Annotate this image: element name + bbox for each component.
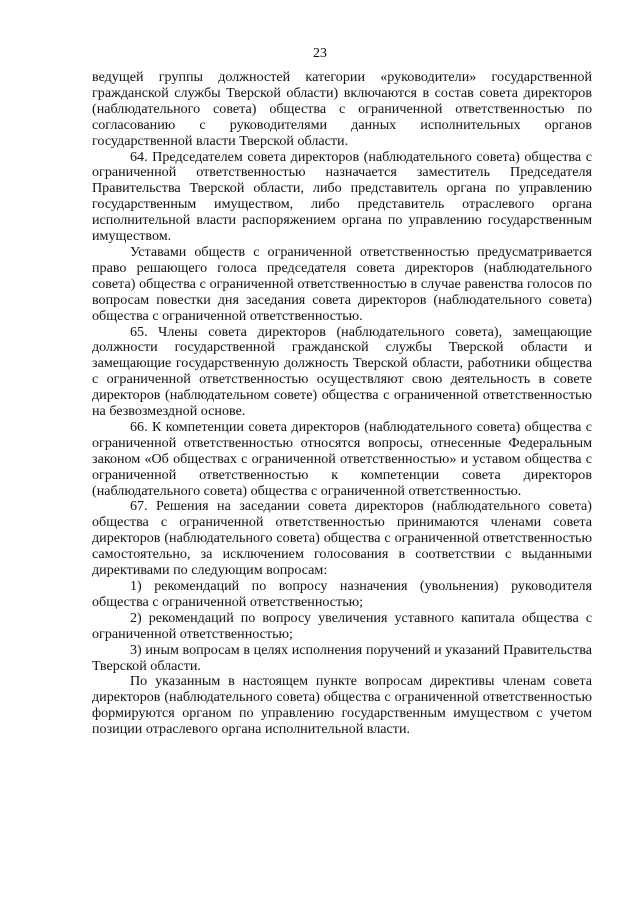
paragraph-64: 64. Председателем совета директоров (наблюдательного совета) общества с ограниченной ответственностью назначается заместитель Председателя Правительства Тверской области, либо представитель органа по управлению государственным имуществом, либо представитель отраслевого органа исполнительной власти распоряжением органа по управлению государственным имуществом. xyxy=(92,148,592,245)
list-item-1: 1) рекомендаций по вопросу назначения (увольнения) руководителя общества с ограниченной ответственностью; xyxy=(92,578,592,610)
paragraph-continuation: ведущей группы должностей категории «руководители» государственной гражданской службы Тверской области) включаются в состав совета директоров (наблюдательного совета) общества с ограниченной ответственностью по согласованию с руководителями данных исполнительных органов государственной власти Тверской области. xyxy=(92,69,592,149)
paragraph-67-directives: По указанным в настоящем пункте вопросам директивы членам совета директоров (наблюдательного совета) общества с ограниченной ответственностью формируются органом по управлению государственным имуществом с учетом позиции отраслевого органа исполнительной власти. xyxy=(92,673,592,738)
list-item-3: 3) иным вопросам в целях исполнения поручений и указаний Правительства Тверской области. xyxy=(92,641,592,674)
list-item-2: 2) рекомендаций по вопросу увеличения уставного капитала общества с ограниченной ответственностью; xyxy=(92,609,592,642)
document-body xyxy=(92,70,592,738)
page-number: 23 xyxy=(313,46,327,61)
paragraph-67: 67. Решения на заседании совета директоров (наблюдательного совета) общества с ограниченной ответственностью принимаются членами совета директоров (наблюдательного совета) общества с ограниченной ответственностью самостоятельно, за исключением голосования в соответствии с выданными директивами по следующим вопросам: xyxy=(92,498,592,579)
paragraph-66: 66. К компетенции совета директоров (наблюдательного совета) общества с ограниченной ответственностью относятся вопросы, отнесенные Федеральным законом «Об обществах с ограниченной ответственностью» и уставом общества с ограниченной ответственностью к компетенции совета директоров (наблюдательного совета) общества с ограниченной ответственностью. xyxy=(92,418,592,499)
paragraph-65: 65. Члены совета директоров (наблюдательного совета), замещающие должности государственной гражданской службы Тверской области и замещающие государственную должность Тверской области, работники общества с ограниченной ответственностью осуществляют свою деятельность в совете директоров (наблюдательном совете) общества с ограниченной ответственностью на безвозмездной основе. xyxy=(92,323,592,420)
paragraph-64-statutes: Уставами обществ с ограниченной ответственностью предусматривается право решающего голоса председателя совета директоров (наблюдательного совета) общества с ограниченной ответственностью в случае равенства голосов по вопросам повестки дня заседания совета директоров (наблюдательного совета) общества с ограниченной ответственностью. xyxy=(92,243,592,324)
